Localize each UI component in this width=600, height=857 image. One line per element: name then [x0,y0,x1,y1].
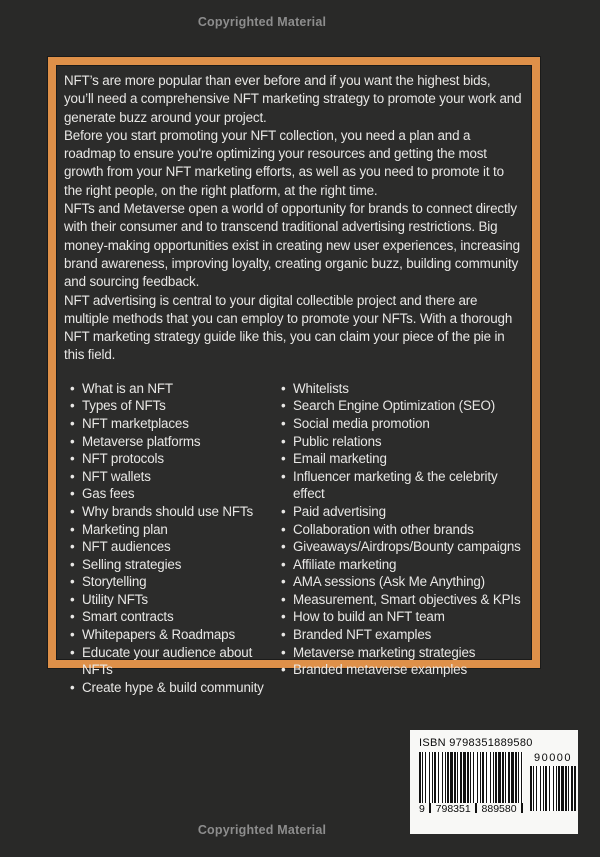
barcode-row [410,752,578,815]
topic-item: • Utility NFTs [70,591,277,609]
topic-item: • Educate your audience about NFTs [70,644,277,679]
topic-item: • Collaboration with other brands [281,521,524,539]
barcode-digit-group: 798351 [435,803,471,815]
topic-item: • Giveaways/Airdrops/Bounty campaigns [281,538,524,556]
book-back-cover-panel [48,57,540,695]
topic-item: • NFT audiences [70,538,277,556]
topic-item: • Selling strategies [70,556,277,574]
topic-item: • Affiliate marketing [281,556,524,574]
copyright-watermark-top: Copyrighted Material [197,15,327,29]
barcode-digit-group: 889580 [481,803,517,815]
topics-list-right [277,380,524,697]
topic-item: • Branded NFT examples [281,626,524,644]
barcode-digit-left: 9 [419,803,425,815]
topic-item: • Metaverse marketing strategies [281,644,524,662]
topic-item: • Storytelling [70,573,277,591]
barcode-guard-bar [521,803,523,813]
topic-item: • Marketing plan [70,521,277,539]
topic-item: • Social media promotion [281,415,524,433]
blurb-paragraph: NFT advertising is central to your digital collectible project and there are multiple methods that you can employ to promote your NFTs. With a thorough NFT marketing strategy guide like this, you can claim your piece of the pie in this field. [64,292,513,363]
topic-item: • Why brands should use NFTs [70,503,277,521]
supplement-label: 90000 [533,752,573,764]
topic-item: • NFT protocols [70,450,277,468]
topic-item: • Measurement, Smart objectives & KPIs [281,591,524,609]
topic-item: • How to build an NFT team [281,608,524,626]
supplement-barcode [530,752,576,815]
topic-item: • Types of NFTs [70,397,277,415]
isbn-barcode [419,752,523,815]
topic-item: • NFT wallets [70,468,277,486]
topic-item: • Paid advertising [281,503,524,521]
topic-item: • Create hype & build community [70,679,277,697]
blurb-paragraph: NFTs and Metaverse open a world of opportunity for brands to connect directly with their consumer and to transcend traditional advertising restrictions. Big money-making opportunities exist in creating new user experiences, increasing brand awareness, improving loyalty, creating organic buzz, building community and sourcing feedback. [64,201,520,290]
topic-item: • Gas fees [70,485,277,503]
topic-item: • Email marketing [281,450,524,468]
topic-item: • Public relations [281,433,524,451]
topic-item: • What is an NFT [70,380,277,398]
isbn-label: ISBN 9798351889580 [419,737,533,749]
isbn-barcode-digits [419,803,523,815]
blurb-paragraph: Before you start promoting your NFT collection, you need a plan and a roadmap to ensure you're optimizing your resources and getting the most growth from your NFT marketing efforts, as well as you need to promote it to the right people, on the right platform, at the right time. [64,127,504,198]
blurb-paragraph: NFT’s are more popular than ever before and if you want the highest bids, you’ll need a comprehensive NFT marketing strategy to promote your work and generate buzz around your project. [64,73,522,125]
topic-item: • Search Engine Optimization (SEO) [281,397,524,415]
copyright-watermark-bottom: Copyrighted Material [197,823,327,837]
topic-item: • Whitepapers & Roadmaps [70,626,277,644]
isbn-barcode-bars [419,752,523,803]
topic-item: • Smart contracts [70,608,277,626]
topic-item: • AMA sessions (Ask Me Anything) [281,573,524,591]
topics-list-left [62,380,277,697]
cover-content [56,65,532,696]
topic-item: • Whitelists [281,380,524,398]
blurb-paragraphs [62,70,524,365]
supplement-barcode-bars [530,766,576,811]
barcode-guard-bar [475,803,477,813]
topics-columns [62,380,524,697]
barcode-panel [410,730,578,834]
topic-item: • Metaverse platforms [70,433,277,451]
topic-item: • NFT marketplaces [70,415,277,433]
topic-item: • Influencer marketing & the celebrity effect [281,468,524,503]
topic-item: • Branded metaverse examples [281,661,524,679]
barcode-guard-bar [429,803,431,813]
